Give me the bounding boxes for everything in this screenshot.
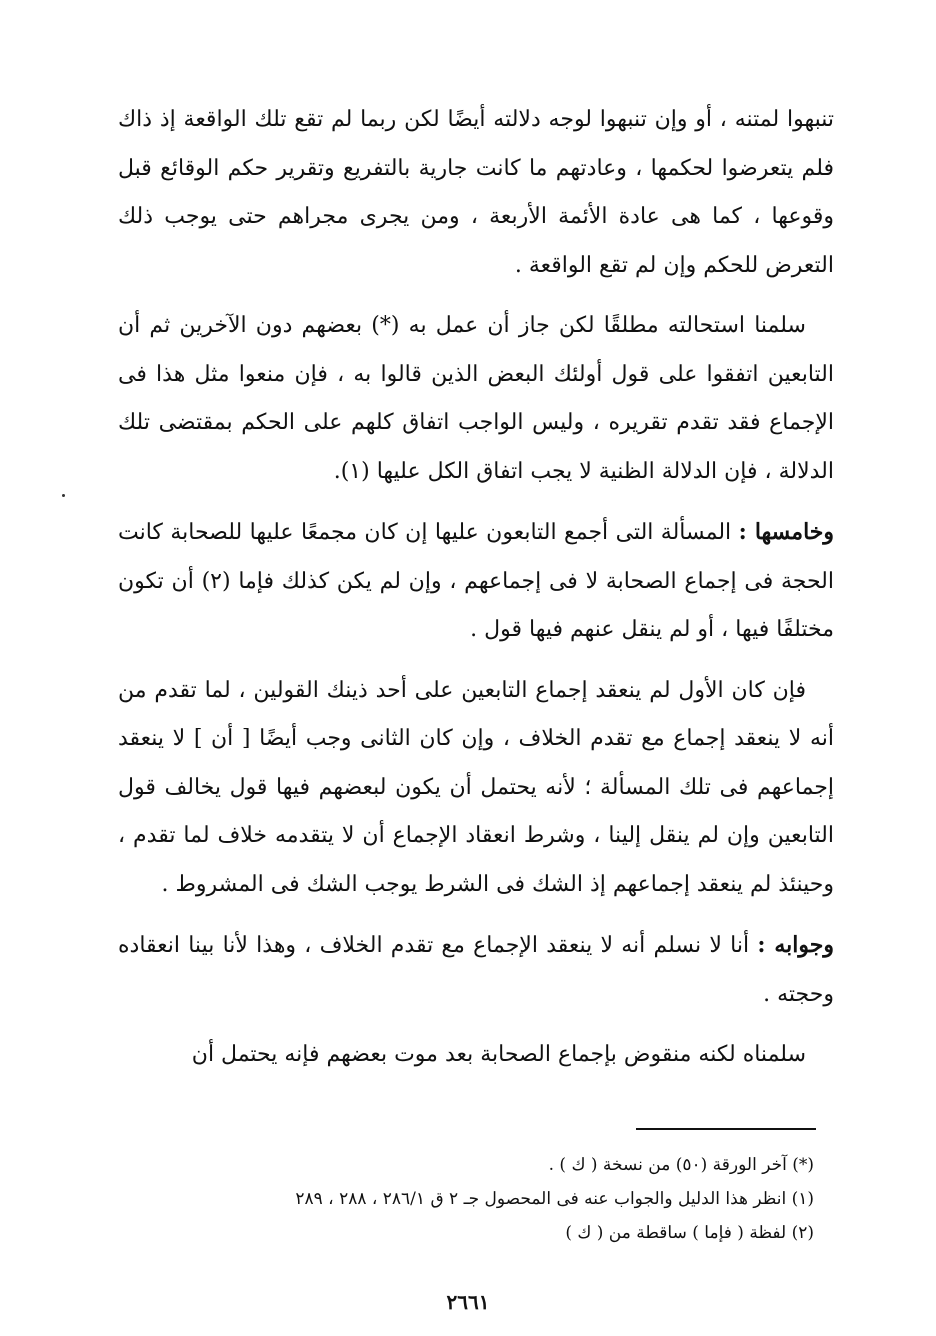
paragraph-4 — [118, 667, 834, 910]
footnotes — [150, 1148, 814, 1250]
paragraph-4-text: فإن كان الأول لم ينعقد إجماع التابعين على أحد ذينك القولين ، لما تقدم من أنه لا ينعقد إجماع مع تقدم الخلاف ، وإن كان الثانى وجب أيضًا [ أن ] لا ينعقد إجماعهم فى تلك المسألة ؛ لأنه يحتمل أن يكون لبعضهم فيها قول يخالف قول التابعين وإن لم ينقل إلينا ، وشرط انعقاد الإجماع أن لا يتقدمه خلاف لما تقدم ، وحينئذ لم ينعقد إجماعهم إذ الشك فى الشرط يوجب الشك فى المشروط . — [118, 677, 834, 897]
scan-speck — [62, 494, 65, 497]
paragraph-5-text: أنا لا نسلم أنه لا ينعقد الإجماع مع تقدم الخلاف ، وهذا لأنا بينا انعقاده وحجته . — [118, 933, 834, 1007]
paragraph-3-text: المسألة التى أجمع التابعون عليها إن كان مجمعًا عليها للصحابة كانت الحجة فى إجماع الصحابة لا فى إجماعهم ، وإن لم يكن كذلك فإما (٢) أن تكون مختلفًا فيها ، أو لم ينقل عنهم فيها قول . — [118, 520, 834, 642]
paragraph-1 — [118, 96, 834, 290]
paragraph-3 — [118, 508, 834, 655]
paragraph-6 — [118, 1031, 834, 1080]
paragraph-5-lead: وجوابه : — [757, 932, 834, 958]
paragraph-3-lead: وخامسها : — [738, 519, 835, 545]
footnote-separator — [636, 1128, 816, 1130]
footnote-star: (*) آخر الورقة (٥٠) من نسخة ( ك ) . — [548, 1155, 814, 1175]
paragraph-5 — [118, 921, 834, 1019]
paragraph-2-text: سلمنا استحالته مطلقًا لكن جاز أن عمل به (*) بعضهم دون الآخرين ثم أن التابعين اتفقوا على قول أولئك البعض الذين قالوا به ، فإن منعوا مثل هذا فى الإجماع فقد تقدم تقريره ، وليس الواجب اتفاق كلهم على الحكم بمقتضى تلك الدلالة ، فإن الدلالة الظنية لا يجب اتفاق الكل عليها (١). — [118, 313, 834, 484]
paragraph-1-text: تنبهوا لمتنه ، أو وإن تنبهوا لوجه دلالته أيضًا لكن ربما لم تقع تلك الواقعة إذ ذاك فلم يتعرضوا لحكمها ، وعادتهم ما كانت جارية بالتفريع وتقرير حكم الوقائع قبل وقوعها ، كما هى عادة الأئمة الأربعة ، ومن يجرى مجراهم حتى يوجب ذلك التعرض للحكم وإن لم تقع الواقعة . — [118, 107, 834, 278]
paragraph-2 — [118, 302, 834, 496]
main-text — [118, 96, 834, 1092]
paragraph-6-text: سلمناه لكنه منقوض بإجماع الصحابة بعد موت بعضهم فإنه يحتمل أن — [191, 1042, 806, 1067]
footnote-1: (١) انظر هذا الدليل والجواب عنه فى المحصول جـ ٢ ق ٢٨٦/١ ، ٢٨٨ ، ٢٨٩ — [295, 1189, 814, 1209]
footnote-2: (٢) لفظة ( فإما ) ساقطة من ( ك ) — [565, 1223, 814, 1243]
page-number: ٢٦٦١ — [446, 1290, 490, 1314]
